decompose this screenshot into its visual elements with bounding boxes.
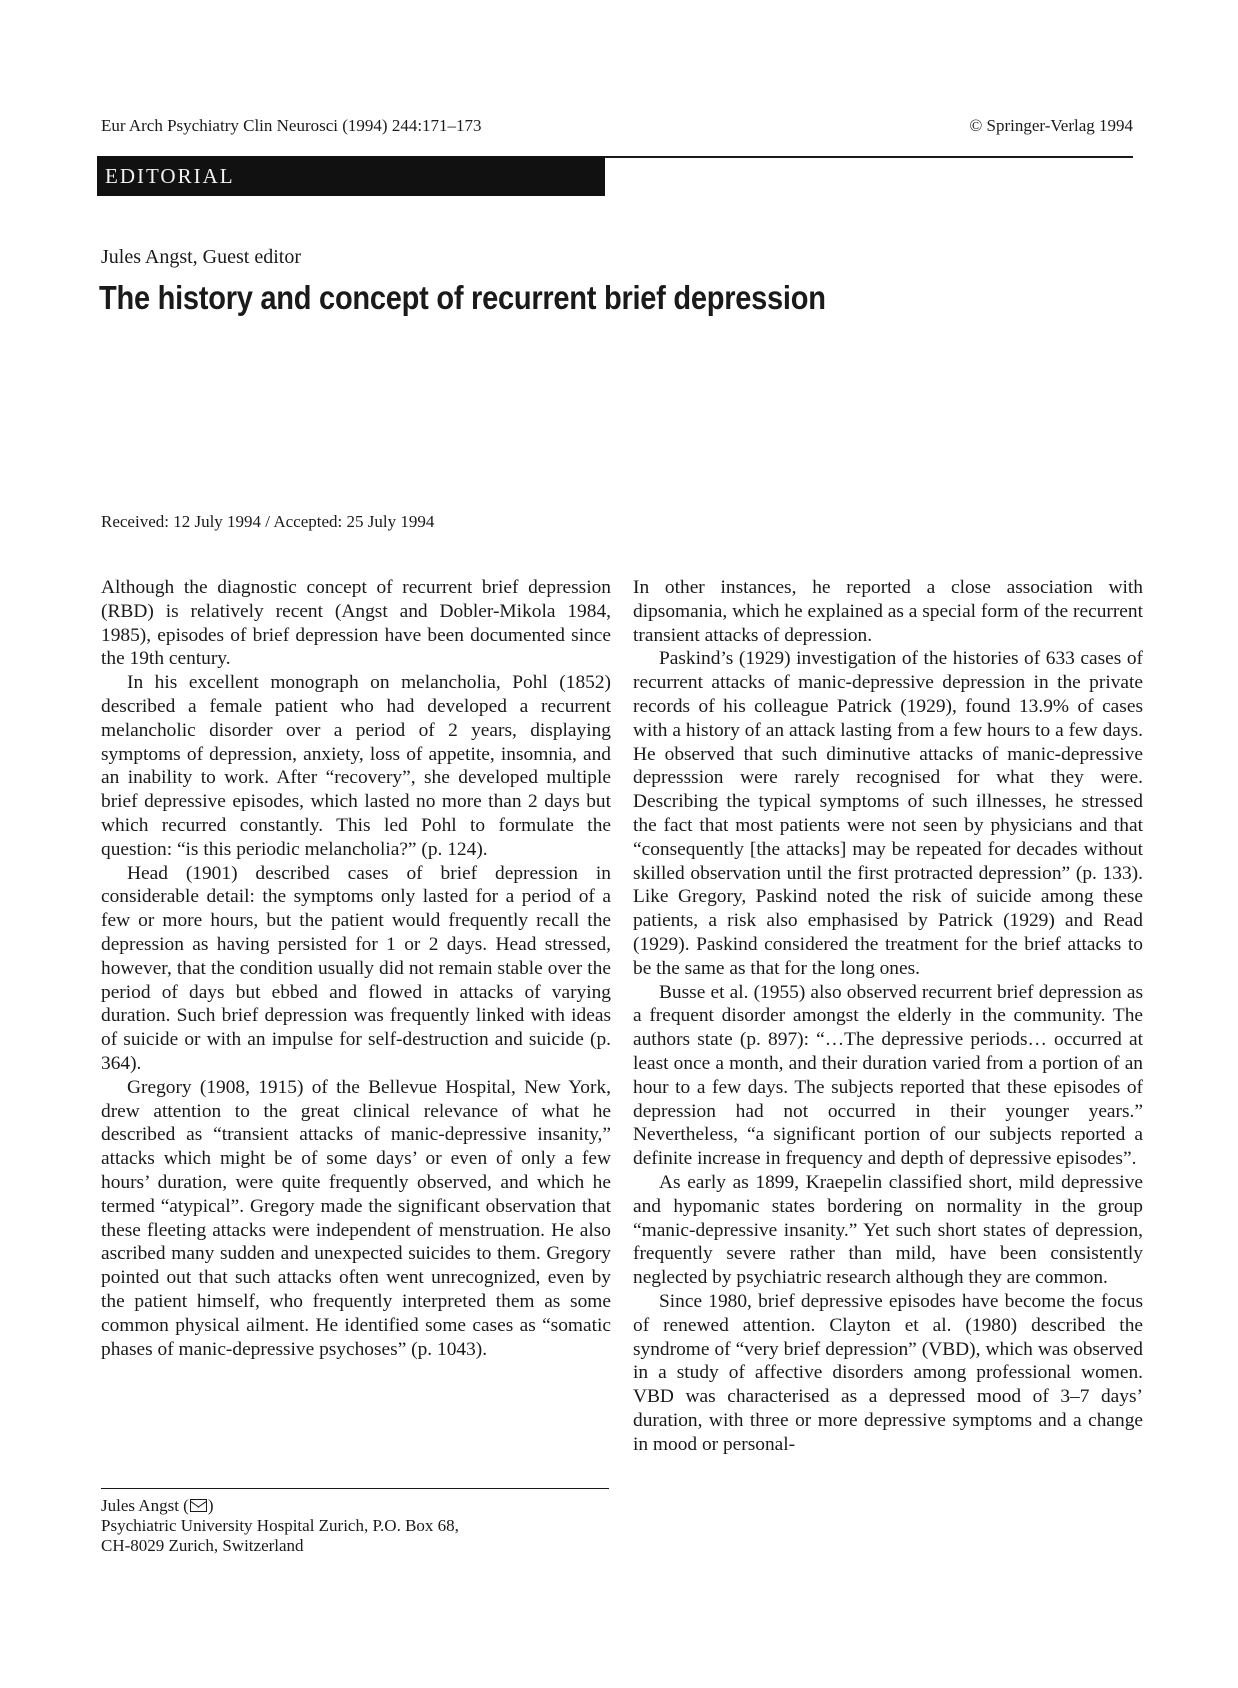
paragraph: As early as 1899, Kraepelin classified short, mild depressive and hypomanic states bordering on normality in the group “manic-depressive insanity.” Yet such short states of depression, frequently severe rather than mild, have been consistently neglected by psychiatric research although they are common. [633, 1171, 1143, 1289]
paragraph: Gregory (1908, 1915) of the Bellevue Hospital, New York, drew attention to the great clinical relevance of what he described as “transient attacks of manic-depressive insanity,” attacks which might be of some days’ or even of only a few hours’ duration, were quite frequently observed, and which he termed “atypical”. Gregory made the significant observation that these fleeting attacks were independent of menstruation. He also ascribed many sudden and unexpected suicides to them. Gregory pointed out that such attacks often went unrecognized, even by the patient himself, who frequently interpreted them as some common physical ailment. He identified some cases as “somatic phases of manic-depressive psychoses” (p. 1043). [101, 1076, 611, 1360]
correspondence-name-line [101, 1496, 459, 1516]
paragraph: Busse et al. (1955) also observed recurrent brief depression as a frequent disorder amongst the elderly in the community. The authors state (p. 897): “…The depressive periods… occurred at least once a month, and their duration varied from a portion of an hour to a few days. The subjects reported that these episodes of depression had not occurred in their younger years.” Nevertheless, “a significant portion of our subjects reported a definite increase in frequency and depth of depressive episodes”. [633, 981, 1143, 1170]
header-rule [600, 156, 1133, 158]
paragraph: In other instances, he reported a close association with dipsomania, which he explained as a special form of the recurrent transient attacks of depression. [633, 577, 1143, 646]
paragraph: Paskind’s (1929) investigation of the histories of 633 cases of recurrent attacks of manic-depressive depression in the private records of his colleague Patrick (1929), found 13.9% of cases with a history of an attack lasting from a few hours to a few days. He observed that such diminutive attacks of manic-depressive depresssion were rarely recognised for what they were. Describing the typical symptoms of such illnesses, he stressed the fact that most patients were not seen by physicians and that “consequently [the attacks] may be repeated for decades without skilled observation until the first protracted depression” (p. 133). Like Gregory, Paskind noted the risk of suicide among these patients, a risk also emphasised by Patrick (1929) and Read (1929). Paskind considered the treatment for the brief attacks to be the same as that for the long ones. [633, 648, 1143, 979]
footnote-rule [101, 1488, 609, 1489]
section-label: EDITORIAL [97, 156, 605, 196]
address-line-2: CH-8029 Zurich, Switzerland [101, 1536, 304, 1555]
author-byline: Jules Angst, Guest editor [101, 246, 301, 268]
body-column-right [633, 576, 1143, 1456]
paragraph: In his excellent monograph on melancholia, Pohl (1852) described a female patient who had developed a recurrent melancholic disorder over a period of 2 years, displaying symptoms of depression, anxiety, loss of appetite, insomnia, and an inability to work. After “recovery”, she developed multiple brief depressive episodes, which lasted no more than 2 days but which recurred constantly. This led Pohl to formulate the question: “is this periodic melancholia?” (p. 124). [101, 672, 611, 860]
paragraph: Although the diagnostic concept of recurrent brief depression (RBD) is relatively recent (Angst and Dobler-Mikola 1984, 1985), episodes of brief depression have been documented since the 19th century. [101, 577, 611, 670]
correspondence-name-close: ) [207, 1496, 214, 1515]
copyright-notice: © Springer-Verlag 1994 [969, 116, 1133, 135]
journal-citation: Eur Arch Psychiatry Clin Neurosci (1994) 244:171–173 [101, 116, 482, 135]
received-accepted-dates: Received: 12 July 1994 / Accepted: 25 July 1994 [101, 512, 435, 531]
article-title: The history and concept of recurrent brief depression [99, 279, 826, 316]
body-column-left [101, 576, 611, 1361]
address-line-1: Psychiatric University Hospital Zurich, P.O. Box 68, [101, 1516, 459, 1535]
envelope-icon [190, 1499, 207, 1512]
paragraph: Head (1901) described cases of brief depression in considerable detail: the symptoms only lasted for a period of a few or more hours, but the patient would frequently recall the depression as having persisted for 1 or 2 days. Head stressed, however, that the condition usually did not remain stable over the period of days but ebbed and flowed in attacks of varying duration. Such brief depression was frequently linked with ideas of suicide or with an impulse for self-destruction and suicide (p. 364). [101, 862, 611, 1074]
correspondence-footnote [101, 1496, 459, 1556]
paragraph: Since 1980, brief depressive episodes have become the focus of renewed attention. Clayton et al. (1980) described the syndrome of “very brief depression” (VBD), which was observed in a study of affective disorders among professional women. VBD was characterised as a depressed mood of 3–7 days’ duration, with three or more depressive symptoms and a change in mood or personal- [633, 1290, 1143, 1455]
correspondence-name: Jules Angst ( [101, 1496, 189, 1515]
